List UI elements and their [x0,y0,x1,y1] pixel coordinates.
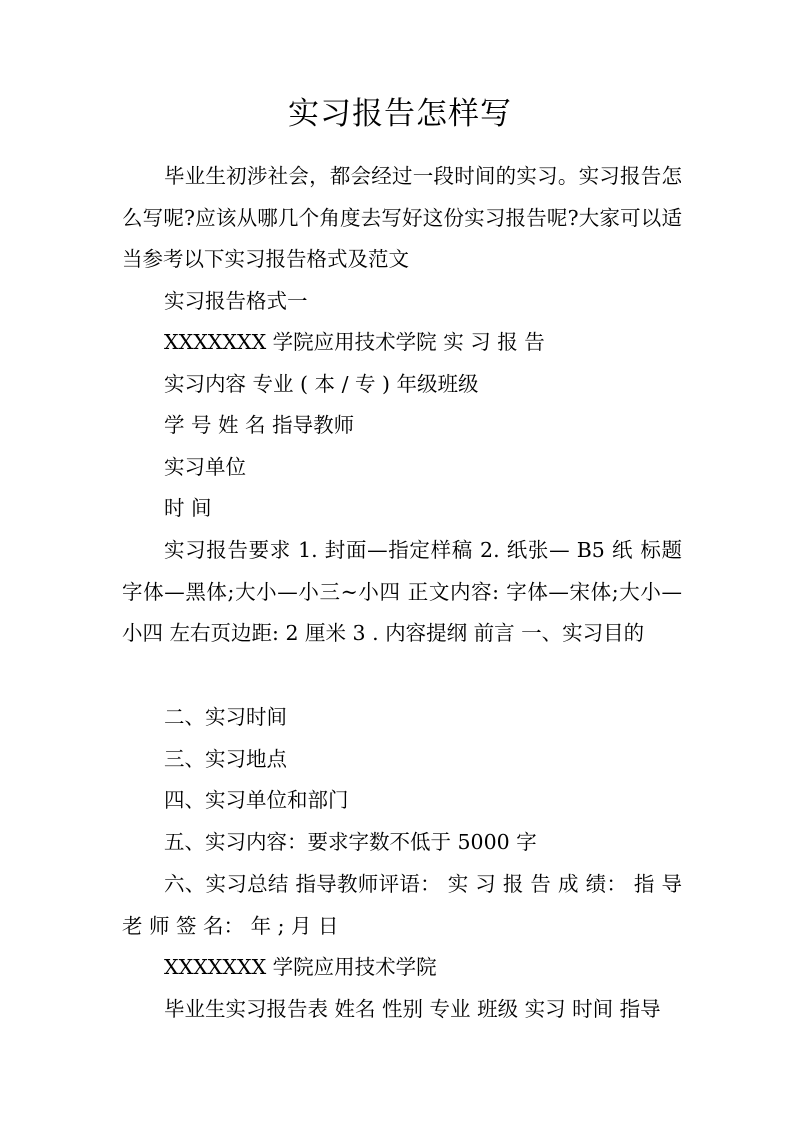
paragraph-outline-2: 二、实习时间 [164,705,287,729]
paragraph-outline-3: 三、实习地点 [164,747,287,771]
paragraph-unit-field: 实习单位 [164,455,246,479]
paragraph-report-form: 毕业生实习报告表 姓名 性别 专业 班级 实习 时间 指导 [164,997,661,1021]
paragraph-outline-5: 五、实习内容：要求字数不低于 5000 字 [164,830,537,854]
paragraph-intro: 毕业生初涉社会，都会经过一段时间的实习。实习报告怎么写呢?应该从哪几个角度去写好这份实习报告呢?大家可以适当参考以下实习报告格式及范文 [122,164,682,271]
paragraph-college-name: XXXXXXX 学院应用技术学院 [164,955,437,979]
paragraph-student-fields: 学 号 姓 名 指导教师 [164,413,355,437]
paragraph-outline-6: 六、实习总结 指导教师评语： 实 习 报 告 成 绩： 指 导 老 师 签 名： 年 ; 月 日 [122,872,682,938]
paragraph-cover-title: XXXXXXX 学院应用技术学院 实 习 报 告 [164,330,545,354]
document-title: 实习报告怎样写 [288,96,512,132]
paragraph-requirements: 实习报告要求 1. 封面—指定样稿 2. 纸张— B5 纸 标题字体—黑体;大小—小三~小四 正文内容: 字体—宋体;大小—小四 左右页边距: 2 厘米 3 . 内容提纲 前言 一、实习目的 [122,538,682,645]
paragraph-time-field: 时 间 [164,496,212,520]
paragraph-content-fields: 实习内容 专业 ( 本 / 专 ) 年级班级 [164,372,479,396]
paragraph-format-heading: 实习报告格式一 [164,289,308,313]
paragraph-outline-4: 四、实习单位和部门 [164,788,349,812]
